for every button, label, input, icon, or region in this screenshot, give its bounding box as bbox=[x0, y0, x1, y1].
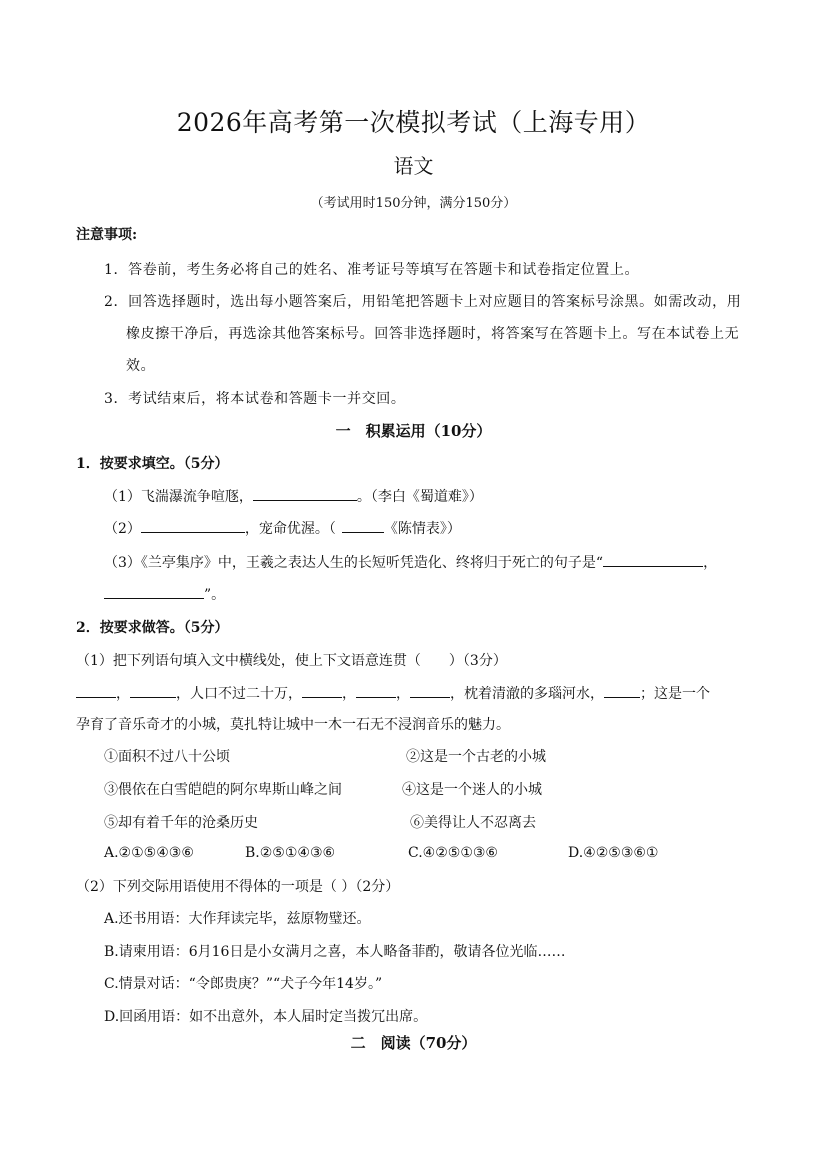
q1-sub2-prefix: （2） bbox=[104, 521, 141, 537]
q1-sub1-blank[interactable] bbox=[253, 486, 357, 501]
q1-sub1-suffix: 。（李白《蜀道难》） bbox=[356, 489, 483, 505]
choice-a[interactable]: A.②①⑤④③⑥ bbox=[104, 845, 194, 861]
q1-sub3-line2 bbox=[104, 584, 225, 604]
q2-part1-passage-line2: 孕育了音乐奇才的小城，莫扎特让城中一木一石无不浸润音乐的魅力。 bbox=[76, 717, 510, 733]
q2-part1-title: （1）把下列语句填入文中横线处，使上下文语意连贯（ ）（3分） bbox=[76, 653, 507, 669]
notice-item-2-end: 效。 bbox=[126, 358, 156, 374]
question-1-title: 1．按要求填空。（5分） bbox=[76, 456, 229, 472]
q1-sub3-prefix: （3）《兰亭集序》中，王羲之表达人生的长短听凭造化、终将归于死亡的句子是“ bbox=[104, 555, 604, 571]
exam-time-info: （考试用时150分钟，满分150分） bbox=[310, 196, 517, 211]
q1-sub2-mid: ，宠命优渥。（ bbox=[244, 521, 336, 537]
choice-b[interactable]: B.②⑤①④③⑥ bbox=[245, 845, 336, 861]
section2-heading: 二 阅读（70分） bbox=[350, 1034, 477, 1052]
notice-item-2: 2．回答选择题时，选出每小题答案后，用铅笔把答题卡上对应题目的答案标号涂黑。如需改动，用 bbox=[104, 294, 742, 310]
sentence-5: ⑤却有着千年的沧桑历史 bbox=[104, 815, 258, 831]
q2-blank-1[interactable] bbox=[76, 683, 116, 698]
notice-item-3: 3．考试结束后，将本试卷和答题卡一并交回。 bbox=[104, 391, 406, 407]
notice-item-2-cont: 橡皮擦干净后，再选涂其他答案标号。回答非选择题时，将答案写在答题卡上。写在本试卷上无 bbox=[126, 326, 740, 342]
q2-passage-tail: ，枕着清澈的多瑙河水， bbox=[450, 686, 604, 702]
q2-blank-3[interactable] bbox=[302, 683, 342, 698]
q2-part2-option-d[interactable]: D.回函用语：如不出意外，本人届时定当拨冗出席。 bbox=[104, 1009, 428, 1025]
q1-sub1-prefix: （1）飞湍瀑流争喧豗， bbox=[104, 489, 253, 505]
q2-passage-mid: ，人口不过二十万， bbox=[176, 686, 302, 702]
notice-item-1: 1．答卷前，考生务必将自己的姓名、准考证号等填写在答题卡和试卷指定位置上。 bbox=[104, 262, 640, 278]
q2-blank-5[interactable] bbox=[410, 683, 450, 698]
q1-sub3-blank-1[interactable] bbox=[603, 552, 703, 567]
q2-comma-3: ， bbox=[396, 686, 410, 702]
q1-sub1 bbox=[104, 486, 483, 506]
section1-heading: 一 积累运用（10分） bbox=[335, 422, 492, 440]
q1-sub3-comma: ， bbox=[703, 555, 718, 571]
q2-comma-2: ， bbox=[342, 686, 356, 702]
question-2-title: 2．按要求做答。（5分） bbox=[76, 620, 229, 636]
sentence-1: ①面积不过八十公顷 bbox=[104, 749, 230, 765]
q2-part2-option-c[interactable]: C.情景对话：“令郎贵庚？”“犬子今年14岁。” bbox=[104, 976, 383, 992]
q1-sub2-blank-2[interactable] bbox=[342, 518, 384, 533]
sentence-2: ②这是一个古老的小城 bbox=[406, 749, 546, 765]
q1-sub2 bbox=[104, 518, 461, 538]
choice-d[interactable]: D.④②⑤③⑥① bbox=[568, 845, 659, 861]
sentence-4: ④这是一个迷人的小城 bbox=[402, 782, 542, 798]
q2-blank-2[interactable] bbox=[130, 683, 176, 698]
sentence-6: ⑥美得让人不忍离去 bbox=[410, 815, 536, 831]
subject-title: 语文 bbox=[393, 154, 434, 178]
exam-title: 2026年高考第一次模拟考试（上海专用） bbox=[176, 108, 651, 137]
q2-part2-option-a[interactable]: A.还书用语：大作拜读完毕，兹原物璧还。 bbox=[104, 911, 371, 927]
q1-sub2-blank-1[interactable] bbox=[141, 518, 245, 533]
q2-part2-title: （2）下列交际用语使用不得体的一项是（ ）（2分） bbox=[76, 879, 400, 895]
q2-part1-passage-line1 bbox=[76, 683, 710, 703]
q2-blank-6[interactable] bbox=[604, 683, 640, 698]
q2-passage-end: ；这是一个 bbox=[640, 686, 710, 702]
notice-heading: 注意事项: bbox=[76, 227, 138, 243]
q1-sub3 bbox=[104, 552, 717, 572]
q2-comma-1: ， bbox=[116, 686, 130, 702]
q1-sub3-blank-2[interactable] bbox=[104, 584, 204, 599]
q2-part2-option-b[interactable]: B.请柬用语：6月16日是小女满月之喜，本人略备菲酌，敬请各位光临…… bbox=[104, 944, 566, 960]
q1-sub3-suffix: ”。 bbox=[204, 587, 226, 603]
sentence-3: ③偎依在白雪皑皑的阿尔卑斯山峰之间 bbox=[104, 782, 342, 798]
q1-sub2-suffix: 《陈情表》） bbox=[383, 521, 461, 537]
q2-blank-4[interactable] bbox=[356, 683, 396, 698]
choice-c[interactable]: C.④②⑤①③⑥ bbox=[408, 845, 498, 861]
